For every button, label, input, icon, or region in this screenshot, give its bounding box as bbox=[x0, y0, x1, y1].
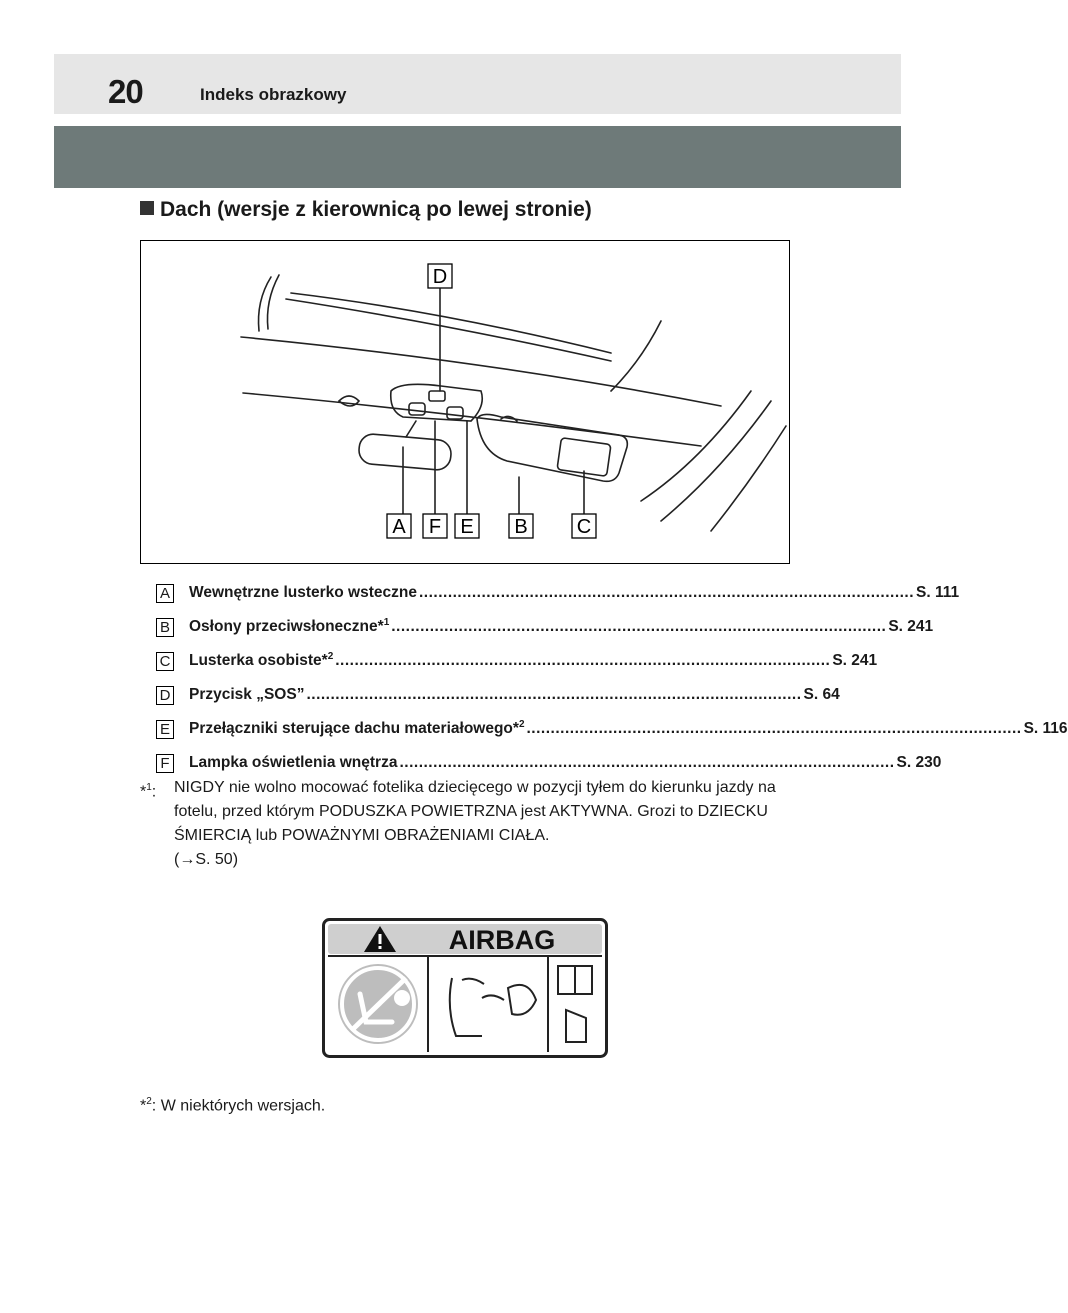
sos-button bbox=[429, 391, 445, 401]
leader-dots: ....................................................................................................... bbox=[335, 652, 831, 669]
lamp-right bbox=[447, 407, 463, 419]
legend-key: A bbox=[156, 584, 174, 603]
airbag-title: AIRBAG bbox=[448, 925, 556, 955]
square-bullet-icon bbox=[140, 201, 154, 215]
legend-item bbox=[156, 644, 878, 678]
windshield-edge-2 bbox=[267, 275, 279, 329]
footnote-1-mark: *$^1$: bbox=[140, 782, 157, 801]
leader-dots: ....................................................................................................... bbox=[526, 720, 1022, 737]
legend-key: F bbox=[156, 754, 174, 773]
footnote-1-page-ref[interactable]: (→S. 50) bbox=[174, 851, 239, 868]
legend-page-ref[interactable]: S. 64 bbox=[803, 686, 840, 703]
legend-item bbox=[156, 746, 942, 780]
headliner-front bbox=[241, 337, 721, 406]
legend-label: Przełączniki sterujące dachu materiałowego*$^2$ bbox=[189, 719, 525, 738]
pillar-line-2 bbox=[661, 401, 771, 521]
roof-line-1 bbox=[291, 293, 611, 353]
page-number: 20 bbox=[108, 73, 143, 110]
mirror-stem bbox=[406, 421, 416, 437]
legend-page-ref[interactable]: S. 241 bbox=[888, 618, 934, 635]
legend-page-ref[interactable]: S. 230 bbox=[896, 754, 942, 771]
roof-line-2 bbox=[286, 299, 611, 361]
leader-dots: ....................................................................................................... bbox=[306, 686, 802, 703]
legend-item bbox=[156, 712, 1068, 746]
legend-item bbox=[156, 610, 934, 644]
legend-page-ref[interactable]: S. 111 bbox=[916, 584, 960, 601]
leader-dots: ....................................................................................................... bbox=[399, 754, 895, 771]
callout-a: A bbox=[392, 516, 406, 538]
legend-label: Osłony przeciwsłoneczne*$^1$ bbox=[189, 617, 390, 636]
section-band bbox=[54, 126, 901, 188]
footnote-1-text: NIGDY nie wolno mocować fotelika dziecięcego w pozycji tyłem do kierunku jazdy na fotelu, przed którym PODUSZKA POWIETRZNA jest AKTYWNA. Grozi to DZIECKU ŚMIERCIĄ lub POWAŻNYMI OBRAŻENIAMI CIAŁA. bbox=[174, 779, 776, 844]
legend-label: Lusterka osobiste*$^2$ bbox=[189, 651, 334, 670]
legend-key: B bbox=[156, 618, 174, 637]
section-title-text: Dach (wersje z kierownicą po lewej stronie) bbox=[160, 198, 592, 221]
leader-dots: ....................................................................................................... bbox=[391, 618, 887, 635]
roof-illustration bbox=[140, 240, 790, 564]
legend-label: Lampka oświetlenia wnętrza bbox=[189, 754, 398, 772]
callout-f: F bbox=[428, 516, 442, 538]
visor-clip-left bbox=[339, 396, 359, 406]
footnote-2-text: : W niektórych wersjach. bbox=[151, 1097, 326, 1115]
callout-c: C bbox=[576, 516, 592, 538]
section-heading bbox=[140, 198, 592, 222]
footnote-2: *$^2$: W niektórych wersjach. bbox=[140, 1096, 326, 1115]
page-title: Indeks obrazkowy bbox=[200, 85, 347, 104]
legend-key: D bbox=[156, 686, 174, 705]
header-band bbox=[54, 54, 901, 114]
callout-e: E bbox=[460, 516, 474, 538]
lamp-left bbox=[409, 403, 425, 415]
legend-key: E bbox=[156, 720, 174, 739]
sunroof-edge bbox=[611, 321, 661, 391]
airbag-warning-label bbox=[322, 918, 608, 1058]
footnote-1 bbox=[140, 776, 780, 872]
legend-label: Przycisk „SOS” bbox=[189, 686, 305, 704]
pillar-line-3 bbox=[711, 426, 786, 531]
rearview-mirror bbox=[358, 433, 452, 471]
legend-item bbox=[156, 576, 960, 610]
legend-key: C bbox=[156, 652, 174, 671]
legend-page-ref[interactable]: S. 241 bbox=[832, 652, 878, 669]
legend-list bbox=[156, 576, 1068, 780]
overhead-console bbox=[391, 384, 483, 421]
callout-d: D bbox=[432, 266, 448, 288]
callout-b: B bbox=[514, 516, 528, 538]
roof-drawing bbox=[141, 241, 791, 565]
leader-dots: ....................................................................................................... bbox=[418, 584, 915, 601]
no-child-seat-icon bbox=[338, 964, 418, 1044]
legend-label: Wewnętrzne lusterko wsteczne bbox=[189, 584, 417, 602]
sun-visor bbox=[477, 414, 627, 481]
legend-page-ref[interactable]: S. 116 bbox=[1023, 720, 1068, 737]
airbag-label-graphic bbox=[322, 918, 608, 1058]
legend-item bbox=[156, 678, 840, 712]
